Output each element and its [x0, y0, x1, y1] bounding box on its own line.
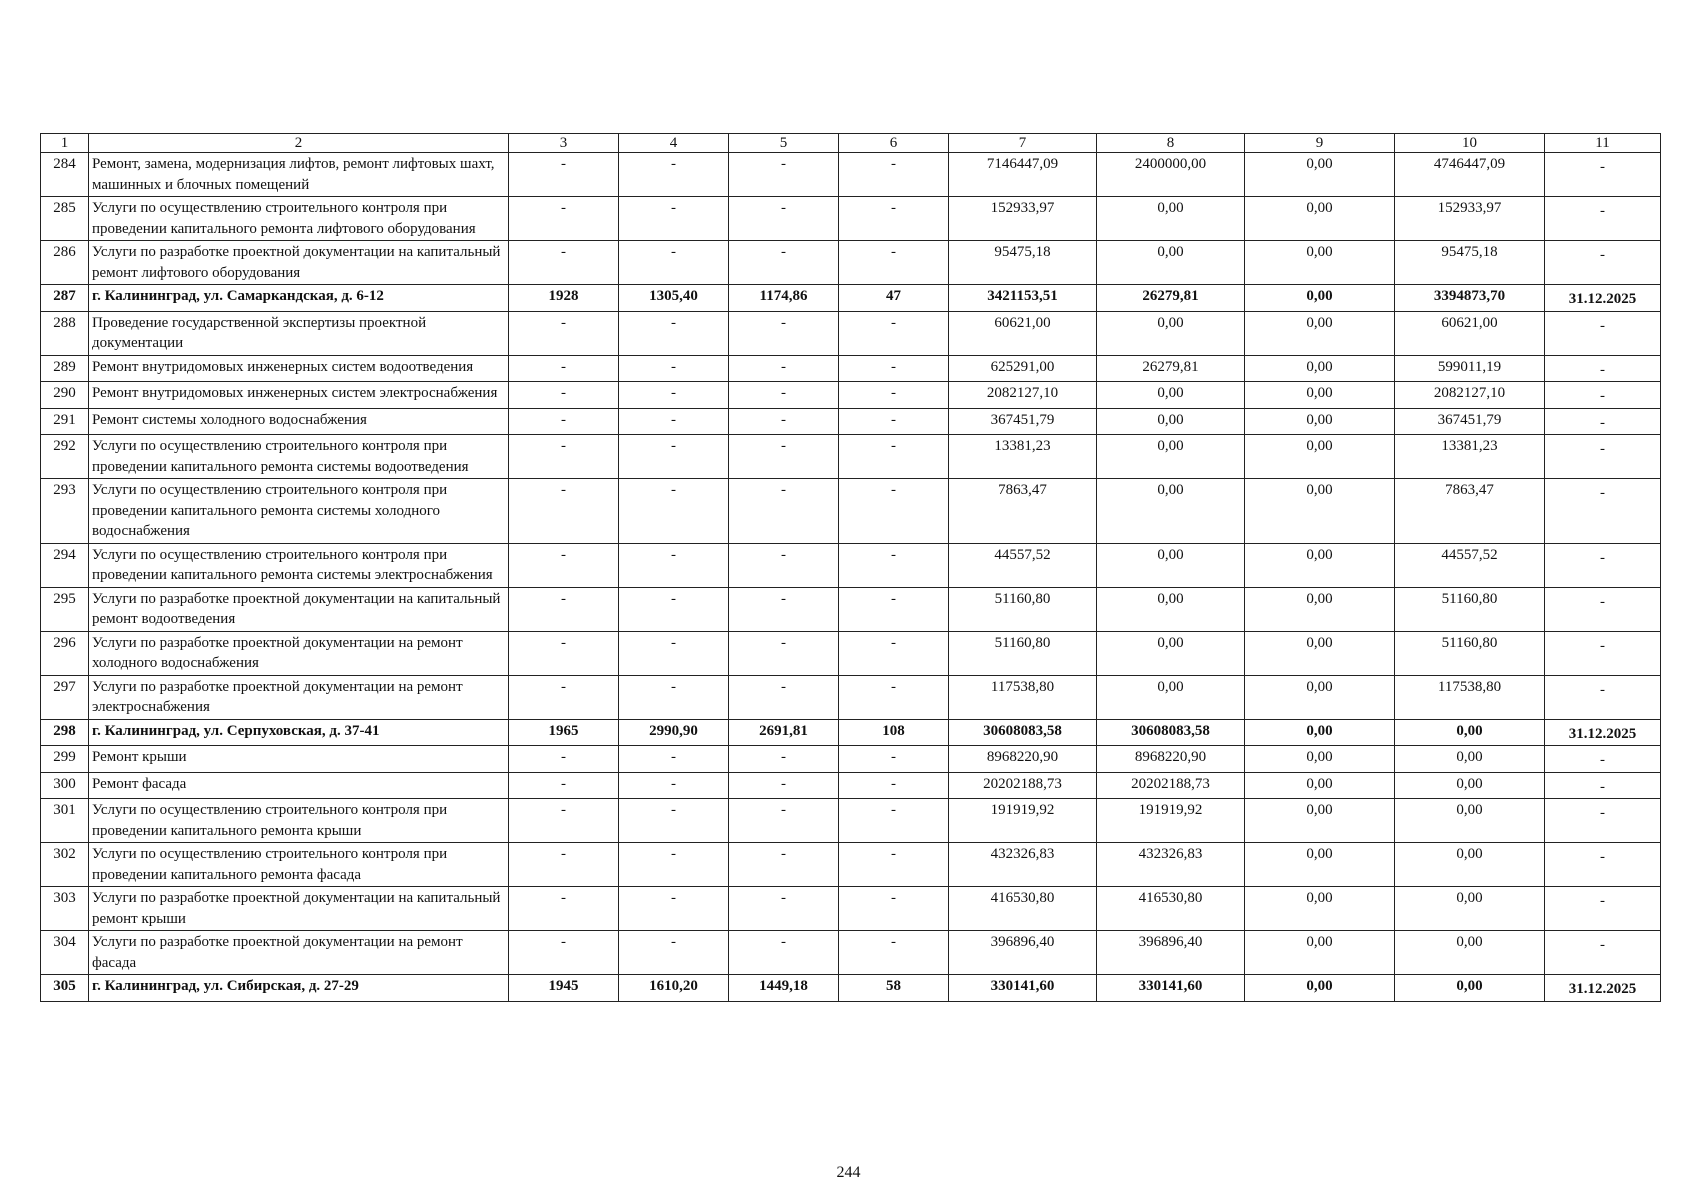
completion-date-cell: - [1545, 799, 1661, 843]
living-area-cell: - [729, 843, 839, 887]
total-cost-cell: 20202188,73 [949, 772, 1097, 799]
completion-date-cell: 31.12.2025 [1545, 975, 1661, 1002]
row-number-cell: 286 [41, 241, 89, 285]
work-description-cell: Ремонт системы холодного водоснабжения [89, 408, 509, 435]
residents-count-cell: - [839, 587, 949, 631]
cost-fund-cell: 26279,81 [1097, 355, 1245, 382]
table-row [41, 355, 1661, 382]
row-number-cell: 284 [41, 153, 89, 197]
completion-date-cell: - [1545, 382, 1661, 409]
year-built-cell: - [509, 311, 619, 355]
year-built-cell: - [509, 631, 619, 675]
living-area-cell: - [729, 197, 839, 241]
column-number: 4 [619, 134, 729, 153]
year-built-cell: - [509, 241, 619, 285]
completion-date-cell: - [1545, 241, 1661, 285]
table-row [41, 799, 1661, 843]
total-area-cell: 1610,20 [619, 975, 729, 1002]
completion-date-cell: - [1545, 843, 1661, 887]
table-row [41, 843, 1661, 887]
completion-date-cell: - [1545, 543, 1661, 587]
work-description-cell: Услуги по разработке проектной документации на ремонт электроснабжения [89, 675, 509, 719]
completion-date-cell: - [1545, 675, 1661, 719]
cost-budget-cell: 0,00 [1245, 631, 1395, 675]
total-area-cell: - [619, 746, 729, 773]
column-number-row [41, 134, 1661, 153]
cost-fund-cell: 0,00 [1097, 631, 1245, 675]
residents-count-cell: - [839, 746, 949, 773]
cost-owners-cell: 0,00 [1395, 719, 1545, 746]
total-area-cell: - [619, 241, 729, 285]
total-cost-cell: 3421153,51 [949, 285, 1097, 312]
total-cost-cell: 7863,47 [949, 479, 1097, 544]
address-row [41, 285, 1661, 312]
cost-budget-cell: 0,00 [1245, 975, 1395, 1002]
cost-budget-cell: 0,00 [1245, 435, 1395, 479]
total-cost-cell: 396896,40 [949, 931, 1097, 975]
row-number-cell: 304 [41, 931, 89, 975]
row-number-cell: 297 [41, 675, 89, 719]
total-cost-cell: 432326,83 [949, 843, 1097, 887]
completion-date-cell: - [1545, 435, 1661, 479]
total-cost-cell: 44557,52 [949, 543, 1097, 587]
total-cost-cell: 7146447,09 [949, 153, 1097, 197]
table-row [41, 746, 1661, 773]
table-body [41, 134, 1661, 1002]
cost-budget-cell: 0,00 [1245, 772, 1395, 799]
column-number: 10 [1395, 134, 1545, 153]
table-row [41, 543, 1661, 587]
cost-owners-cell: 0,00 [1395, 843, 1545, 887]
completion-date-cell: - [1545, 887, 1661, 931]
total-area-cell: - [619, 153, 729, 197]
residents-count-cell: - [839, 311, 949, 355]
cost-fund-cell: 30608083,58 [1097, 719, 1245, 746]
work-description-cell: г. Калининград, ул. Сибирская, д. 27-29 [89, 975, 509, 1002]
work-description-cell: Услуги по разработке проектной документации на ремонт холодного водоснабжения [89, 631, 509, 675]
row-number-cell: 305 [41, 975, 89, 1002]
total-cost-cell: 30608083,58 [949, 719, 1097, 746]
cost-fund-cell: 0,00 [1097, 197, 1245, 241]
work-description-cell: Услуги по осуществлению строительного контроля при проведении капитального ремонта фасада [89, 843, 509, 887]
total-cost-cell: 2082127,10 [949, 382, 1097, 409]
table-row [41, 887, 1661, 931]
column-number: 3 [509, 134, 619, 153]
cost-budget-cell: 0,00 [1245, 153, 1395, 197]
cost-budget-cell: 0,00 [1245, 408, 1395, 435]
year-built-cell: 1928 [509, 285, 619, 312]
row-number-cell: 291 [41, 408, 89, 435]
year-built-cell: - [509, 479, 619, 544]
living-area-cell: - [729, 241, 839, 285]
living-area-cell: - [729, 543, 839, 587]
living-area-cell: - [729, 931, 839, 975]
table-row [41, 241, 1661, 285]
cost-budget-cell: 0,00 [1245, 887, 1395, 931]
cost-owners-cell: 7863,47 [1395, 479, 1545, 544]
year-built-cell: - [509, 408, 619, 435]
cost-owners-cell: 117538,80 [1395, 675, 1545, 719]
total-area-cell: 2990,90 [619, 719, 729, 746]
cost-budget-cell: 0,00 [1245, 931, 1395, 975]
row-number-cell: 287 [41, 285, 89, 312]
column-number: 6 [839, 134, 949, 153]
living-area-cell: - [729, 479, 839, 544]
table-row [41, 153, 1661, 197]
residents-count-cell: - [839, 355, 949, 382]
total-cost-cell: 51160,80 [949, 631, 1097, 675]
row-number-cell: 303 [41, 887, 89, 931]
table-row [41, 631, 1661, 675]
row-number-cell: 292 [41, 435, 89, 479]
table-row [41, 931, 1661, 975]
completion-date-cell: - [1545, 197, 1661, 241]
completion-date-cell: - [1545, 587, 1661, 631]
work-description-cell: Ремонт фасада [89, 772, 509, 799]
cost-fund-cell: 396896,40 [1097, 931, 1245, 975]
cost-budget-cell: 0,00 [1245, 197, 1395, 241]
work-description-cell: Услуги по разработке проектной документации на капитальный ремонт крыши [89, 887, 509, 931]
address-row [41, 975, 1661, 1002]
cost-fund-cell: 0,00 [1097, 435, 1245, 479]
cost-fund-cell: 0,00 [1097, 587, 1245, 631]
total-area-cell: - [619, 587, 729, 631]
cost-budget-cell: 0,00 [1245, 311, 1395, 355]
cost-owners-cell: 152933,97 [1395, 197, 1545, 241]
completion-date-cell: - [1545, 153, 1661, 197]
living-area-cell: - [729, 675, 839, 719]
row-number-cell: 302 [41, 843, 89, 887]
completion-date-cell: - [1545, 311, 1661, 355]
cost-owners-cell: 51160,80 [1395, 631, 1545, 675]
total-area-cell: - [619, 931, 729, 975]
year-built-cell: - [509, 887, 619, 931]
total-area-cell: 1305,40 [619, 285, 729, 312]
cost-budget-cell: 0,00 [1245, 285, 1395, 312]
living-area-cell: - [729, 311, 839, 355]
living-area-cell: - [729, 887, 839, 931]
completion-date-cell: 31.12.2025 [1545, 719, 1661, 746]
year-built-cell: - [509, 772, 619, 799]
row-number-cell: 300 [41, 772, 89, 799]
row-number-cell: 298 [41, 719, 89, 746]
cost-fund-cell: 191919,92 [1097, 799, 1245, 843]
completion-date-cell: 31.12.2025 [1545, 285, 1661, 312]
row-number-cell: 293 [41, 479, 89, 544]
table-row [41, 772, 1661, 799]
year-built-cell: - [509, 382, 619, 409]
cost-fund-cell: 8968220,90 [1097, 746, 1245, 773]
year-built-cell: - [509, 746, 619, 773]
cost-owners-cell: 0,00 [1395, 931, 1545, 975]
cost-owners-cell: 0,00 [1395, 799, 1545, 843]
row-number-cell: 294 [41, 543, 89, 587]
cost-budget-cell: 0,00 [1245, 799, 1395, 843]
total-cost-cell: 13381,23 [949, 435, 1097, 479]
work-description-cell: Услуги по разработке проектной документации на капитальный ремонт лифтового оборудования [89, 241, 509, 285]
cost-fund-cell: 26279,81 [1097, 285, 1245, 312]
cost-fund-cell: 330141,60 [1097, 975, 1245, 1002]
year-built-cell: - [509, 355, 619, 382]
residents-count-cell: - [839, 241, 949, 285]
residents-count-cell: - [839, 153, 949, 197]
living-area-cell: - [729, 382, 839, 409]
column-number: 5 [729, 134, 839, 153]
total-area-cell: - [619, 772, 729, 799]
year-built-cell: - [509, 799, 619, 843]
table-row [41, 435, 1661, 479]
year-built-cell: - [509, 197, 619, 241]
completion-date-cell: - [1545, 479, 1661, 544]
year-built-cell: 1965 [509, 719, 619, 746]
works-table [40, 133, 1661, 1002]
cost-owners-cell: 0,00 [1395, 887, 1545, 931]
row-number-cell: 288 [41, 311, 89, 355]
table-row [41, 311, 1661, 355]
row-number-cell: 299 [41, 746, 89, 773]
address-row [41, 719, 1661, 746]
cost-budget-cell: 0,00 [1245, 746, 1395, 773]
living-area-cell: - [729, 435, 839, 479]
row-number-cell: 301 [41, 799, 89, 843]
work-description-cell: Услуги по осуществлению строительного контроля при проведении капитального ремонта системы электроснабжения [89, 543, 509, 587]
total-cost-cell: 117538,80 [949, 675, 1097, 719]
residents-count-cell: 108 [839, 719, 949, 746]
work-description-cell: Услуги по осуществлению строительного контроля при проведении капитального ремонта крыши [89, 799, 509, 843]
cost-budget-cell: 0,00 [1245, 355, 1395, 382]
completion-date-cell: - [1545, 931, 1661, 975]
year-built-cell: - [509, 931, 619, 975]
row-number-cell: 296 [41, 631, 89, 675]
total-area-cell: - [619, 543, 729, 587]
cost-fund-cell: 0,00 [1097, 675, 1245, 719]
total-cost-cell: 51160,80 [949, 587, 1097, 631]
cost-owners-cell: 367451,79 [1395, 408, 1545, 435]
residents-count-cell: 58 [839, 975, 949, 1002]
living-area-cell: - [729, 799, 839, 843]
year-built-cell: 1945 [509, 975, 619, 1002]
work-description-cell: Услуги по осуществлению строительного контроля при проведении капитального ремонта лифтового оборудования [89, 197, 509, 241]
column-number: 1 [41, 134, 89, 153]
cost-owners-cell: 0,00 [1395, 772, 1545, 799]
cost-fund-cell: 0,00 [1097, 408, 1245, 435]
column-number: 2 [89, 134, 509, 153]
living-area-cell: - [729, 746, 839, 773]
total-area-cell: - [619, 631, 729, 675]
year-built-cell: - [509, 153, 619, 197]
residents-count-cell: - [839, 931, 949, 975]
living-area-cell: - [729, 631, 839, 675]
row-number-cell: 290 [41, 382, 89, 409]
cost-budget-cell: 0,00 [1245, 587, 1395, 631]
total-area-cell: - [619, 197, 729, 241]
row-number-cell: 295 [41, 587, 89, 631]
cost-fund-cell: 20202188,73 [1097, 772, 1245, 799]
work-description-cell: Услуги по осуществлению строительного контроля при проведении капитального ремонта системы холодного водоснабжения [89, 479, 509, 544]
cost-owners-cell: 0,00 [1395, 975, 1545, 1002]
residents-count-cell: - [839, 197, 949, 241]
residents-count-cell: - [839, 435, 949, 479]
page-number: 244 [836, 1164, 861, 1181]
total-area-cell: - [619, 843, 729, 887]
row-number-cell: 285 [41, 197, 89, 241]
cost-budget-cell: 0,00 [1245, 675, 1395, 719]
living-area-cell: 1174,86 [729, 285, 839, 312]
residents-count-cell: 47 [839, 285, 949, 312]
cost-owners-cell: 0,00 [1395, 746, 1545, 773]
residents-count-cell: - [839, 772, 949, 799]
cost-owners-cell: 3394873,70 [1395, 285, 1545, 312]
total-area-cell: - [619, 799, 729, 843]
completion-date-cell: - [1545, 631, 1661, 675]
year-built-cell: - [509, 543, 619, 587]
living-area-cell: - [729, 355, 839, 382]
column-number: 9 [1245, 134, 1395, 153]
work-description-cell: Ремонт, замена, модернизация лифтов, ремонт лифтовых шахт, машинных и блочных помещений [89, 153, 509, 197]
total-cost-cell: 8968220,90 [949, 746, 1097, 773]
cost-fund-cell: 2400000,00 [1097, 153, 1245, 197]
year-built-cell: - [509, 435, 619, 479]
cost-owners-cell: 4746447,09 [1395, 153, 1545, 197]
cost-fund-cell: 432326,83 [1097, 843, 1245, 887]
cost-fund-cell: 0,00 [1097, 543, 1245, 587]
total-area-cell: - [619, 382, 729, 409]
column-number: 11 [1545, 134, 1661, 153]
cost-budget-cell: 0,00 [1245, 382, 1395, 409]
total-cost-cell: 367451,79 [949, 408, 1097, 435]
residents-count-cell: - [839, 887, 949, 931]
cost-budget-cell: 0,00 [1245, 241, 1395, 285]
cost-budget-cell: 0,00 [1245, 543, 1395, 587]
cost-fund-cell: 0,00 [1097, 241, 1245, 285]
residents-count-cell: - [839, 543, 949, 587]
table-row [41, 408, 1661, 435]
completion-date-cell: - [1545, 772, 1661, 799]
year-built-cell: - [509, 675, 619, 719]
cost-owners-cell: 51160,80 [1395, 587, 1545, 631]
total-area-cell: - [619, 355, 729, 382]
work-description-cell: г. Калининград, ул. Самаркандская, д. 6-12 [89, 285, 509, 312]
residents-count-cell: - [839, 631, 949, 675]
total-area-cell: - [619, 675, 729, 719]
living-area-cell: - [729, 153, 839, 197]
completion-date-cell: - [1545, 355, 1661, 382]
total-cost-cell: 60621,00 [949, 311, 1097, 355]
cost-budget-cell: 0,00 [1245, 719, 1395, 746]
residents-count-cell: - [839, 843, 949, 887]
work-description-cell: г. Калининград, ул. Серпуховская, д. 37-41 [89, 719, 509, 746]
living-area-cell: - [729, 587, 839, 631]
cost-owners-cell: 2082127,10 [1395, 382, 1545, 409]
cost-budget-cell: 0,00 [1245, 843, 1395, 887]
cost-owners-cell: 95475,18 [1395, 241, 1545, 285]
work-description-cell: Ремонт внутридомовых инженерных систем электроснабжения [89, 382, 509, 409]
year-built-cell: - [509, 843, 619, 887]
total-area-cell: - [619, 408, 729, 435]
living-area-cell: 1449,18 [729, 975, 839, 1002]
residents-count-cell: - [839, 675, 949, 719]
row-number-cell: 289 [41, 355, 89, 382]
total-area-cell: - [619, 887, 729, 931]
living-area-cell: - [729, 772, 839, 799]
work-description-cell: Услуги по разработке проектной документации на ремонт фасада [89, 931, 509, 975]
total-area-cell: - [619, 311, 729, 355]
living-area-cell: - [729, 408, 839, 435]
cost-fund-cell: 0,00 [1097, 382, 1245, 409]
living-area-cell: 2691,81 [729, 719, 839, 746]
total-cost-cell: 152933,97 [949, 197, 1097, 241]
cost-budget-cell: 0,00 [1245, 479, 1395, 544]
cost-owners-cell: 44557,52 [1395, 543, 1545, 587]
table-row [41, 382, 1661, 409]
cost-fund-cell: 0,00 [1097, 479, 1245, 544]
cost-owners-cell: 599011,19 [1395, 355, 1545, 382]
total-cost-cell: 95475,18 [949, 241, 1097, 285]
residents-count-cell: - [839, 479, 949, 544]
total-cost-cell: 191919,92 [949, 799, 1097, 843]
column-number: 7 [949, 134, 1097, 153]
cost-fund-cell: 416530,80 [1097, 887, 1245, 931]
year-built-cell: - [509, 587, 619, 631]
table-row [41, 479, 1661, 544]
residents-count-cell: - [839, 799, 949, 843]
total-cost-cell: 330141,60 [949, 975, 1097, 1002]
table-row [41, 675, 1661, 719]
completion-date-cell: - [1545, 746, 1661, 773]
total-cost-cell: 416530,80 [949, 887, 1097, 931]
work-description-cell: Ремонт крыши [89, 746, 509, 773]
total-area-cell: - [619, 479, 729, 544]
total-cost-cell: 625291,00 [949, 355, 1097, 382]
work-description-cell: Услуги по осуществлению строительного контроля при проведении капитального ремонта системы водоотведения [89, 435, 509, 479]
work-description-cell: Услуги по разработке проектной документации на капитальный ремонт водоотведения [89, 587, 509, 631]
cost-owners-cell: 13381,23 [1395, 435, 1545, 479]
column-number: 8 [1097, 134, 1245, 153]
cost-fund-cell: 0,00 [1097, 311, 1245, 355]
work-description-cell: Проведение государственной экспертизы проектной документации [89, 311, 509, 355]
table-row [41, 587, 1661, 631]
residents-count-cell: - [839, 408, 949, 435]
cost-owners-cell: 60621,00 [1395, 311, 1545, 355]
residents-count-cell: - [839, 382, 949, 409]
total-area-cell: - [619, 435, 729, 479]
work-description-cell: Ремонт внутридомовых инженерных систем водоотведения [89, 355, 509, 382]
completion-date-cell: - [1545, 408, 1661, 435]
table-row [41, 197, 1661, 241]
